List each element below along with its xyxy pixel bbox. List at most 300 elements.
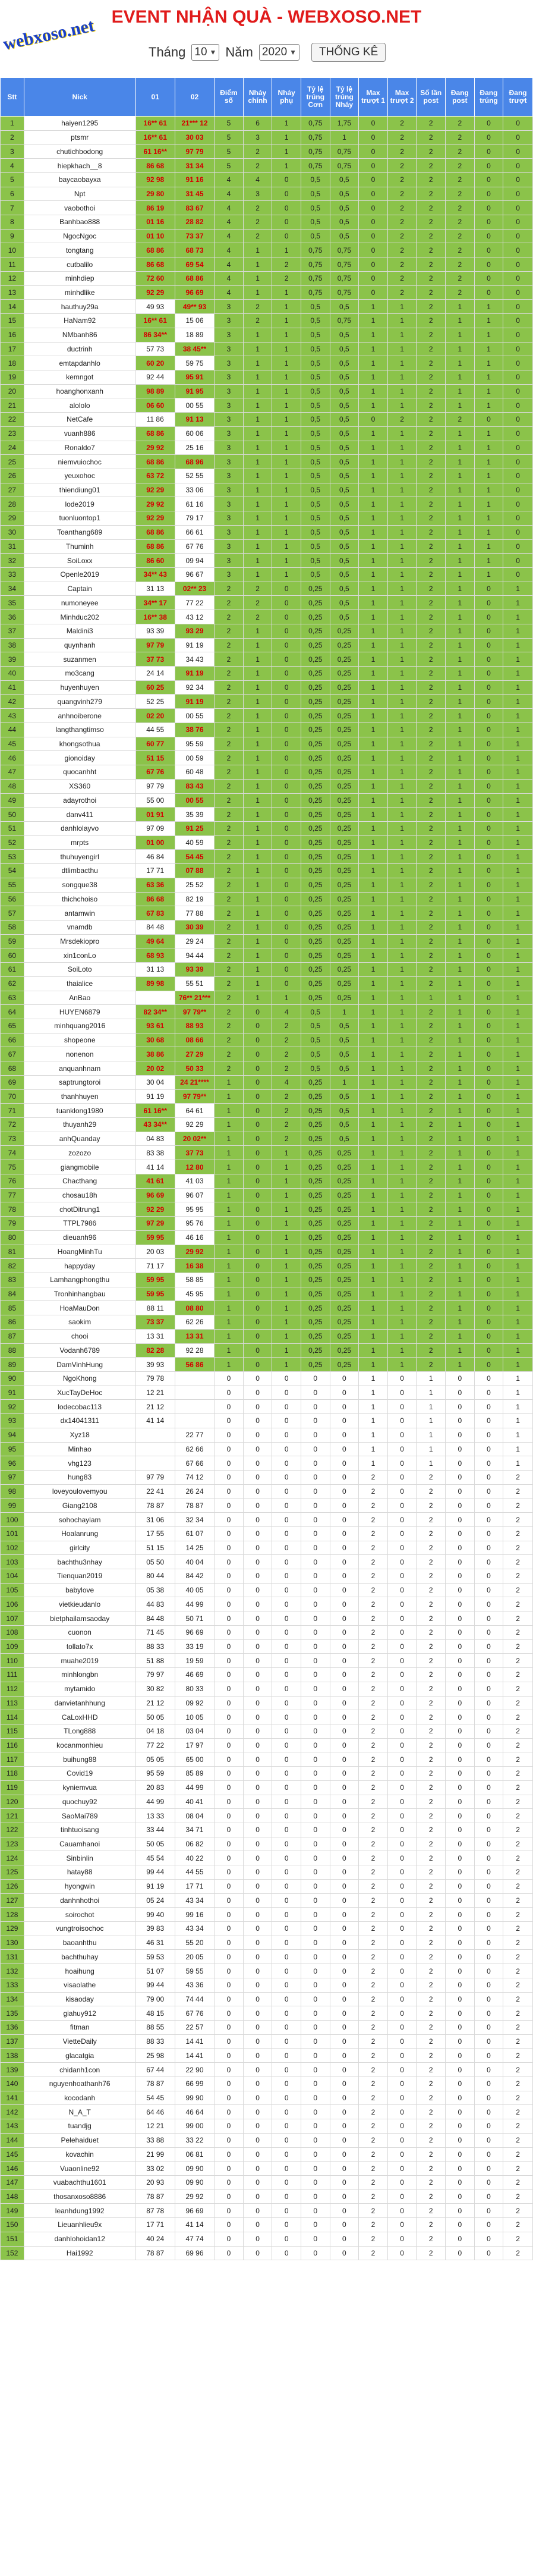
ratio-con-cell: 0,5: [301, 384, 330, 398]
column-header[interactable]: Đang trúng: [474, 78, 503, 117]
ratio-con-cell: 0,25: [301, 1287, 330, 1301]
nick-cell[interactable]: sohochaylam: [24, 1513, 135, 1527]
hitting-cell: 0: [474, 892, 503, 906]
nick-cell[interactable]: khongsothua: [24, 737, 135, 751]
nick-cell[interactable]: CaLoxHHD: [24, 1710, 135, 1724]
nick-cell[interactable]: antamwin: [24, 906, 135, 921]
nick-cell[interactable]: cutbalilo: [24, 257, 135, 272]
nick-cell[interactable]: lode2019: [24, 497, 135, 511]
nick-cell[interactable]: quochuy92: [24, 1795, 135, 1809]
hitting-cell: 0: [474, 1936, 503, 1950]
posting-cell: 0: [446, 1922, 475, 1936]
nick-cell[interactable]: TLong888: [24, 1724, 135, 1738]
nick-cell[interactable]: xin1conLo: [24, 948, 135, 963]
nick-cell[interactable]: chosau18h: [24, 1188, 135, 1202]
ratio-con-cell: 0,25: [301, 808, 330, 822]
table-row: [1, 554, 533, 568]
nick-cell[interactable]: emtapdanhlo: [24, 356, 135, 370]
nick-cell[interactable]: NgocNgoc: [24, 229, 135, 243]
nick-cell[interactable]: NMbanh86: [24, 328, 135, 342]
nick-cell[interactable]: hatay88: [24, 1865, 135, 1880]
nick-cell[interactable]: anhQuanday: [24, 1132, 135, 1146]
nick-cell[interactable]: buihung88: [24, 1752, 135, 1767]
nick-cell[interactable]: Captain: [24, 582, 135, 596]
posting-cell: 1: [446, 1033, 475, 1047]
table-row: [1, 2091, 533, 2105]
missing-cell: 1: [503, 821, 533, 835]
missing-cell: 1: [503, 892, 533, 906]
ratio-nhay-cell: 0,5: [330, 1033, 359, 1047]
nick-cell[interactable]: vnamdb: [24, 920, 135, 934]
nick-cell[interactable]: XucTayDeHoc: [24, 1386, 135, 1400]
nick-cell[interactable]: tuandjg: [24, 2119, 135, 2134]
table-row: [1, 680, 533, 695]
nick-cell[interactable]: dx14041311: [24, 1414, 135, 1428]
hitting-cell: 0: [474, 1132, 503, 1146]
row-number: 84: [1, 1287, 24, 1301]
ratio-con-cell: 0: [301, 1654, 330, 1668]
hitting-cell: 0: [474, 1795, 503, 1809]
table-row: [1, 413, 533, 427]
main-hits-cell: 1: [243, 398, 272, 413]
nick-cell[interactable]: hauthuy29a: [24, 300, 135, 314]
pick-01-cell: 45 54: [135, 1851, 175, 1865]
nick-cell[interactable]: babylove: [24, 1583, 135, 1597]
column-header[interactable]: Nick: [24, 78, 135, 117]
ratio-con-cell: 0: [301, 1879, 330, 1893]
nick-cell[interactable]: danhlolayvo: [24, 821, 135, 835]
nick-cell[interactable]: huyenhuyen: [24, 680, 135, 695]
nick-cell[interactable]: kisaoday: [24, 1992, 135, 2006]
nick-cell[interactable]: Lamhangphongthu: [24, 1273, 135, 1287]
hitting-cell: 0: [474, 652, 503, 667]
nick-cell[interactable]: minhdlike: [24, 285, 135, 300]
nick-cell[interactable]: girlcity: [24, 1541, 135, 1555]
main-hits-cell: 1: [243, 243, 272, 257]
nick-cell[interactable]: visaolathe: [24, 1978, 135, 1992]
pick-02-cell: 41 14: [175, 2218, 214, 2232]
missing-cell: 1: [503, 1132, 533, 1146]
ratio-con-cell: 0,25: [301, 920, 330, 934]
nick-cell[interactable]: Tronhinhangbau: [24, 1287, 135, 1301]
nick-cell[interactable]: Pelehaiduet: [24, 2133, 135, 2147]
nick-cell[interactable]: bachthu3nhay: [24, 1555, 135, 1569]
nick-cell[interactable]: bachthuhay: [24, 1950, 135, 1964]
nick-cell[interactable]: saptrungtoroi: [24, 1075, 135, 1089]
column-header[interactable]: Tỷ lệ trúng Cơn: [301, 78, 330, 117]
missing-cell: 2: [503, 2105, 533, 2119]
nick-cell[interactable]: hoaihung: [24, 1964, 135, 1978]
posting-cell: 1: [446, 356, 475, 370]
nick-cell[interactable]: Hoalanrung: [24, 1526, 135, 1541]
missing-cell: 2: [503, 2232, 533, 2246]
max-miss-1-cell: 1: [359, 1174, 388, 1188]
row-number: 4: [1, 159, 24, 173]
nick-cell[interactable]: HoaMauDon: [24, 1301, 135, 1315]
nick-cell[interactable]: kyniemvua: [24, 1780, 135, 1795]
max-miss-2-cell: 1: [387, 398, 417, 413]
pick-01-cell: 25 98: [135, 2049, 175, 2063]
side-hits-cell: 4: [272, 1075, 301, 1089]
site-logo[interactable]: webxoso.net: [1, 15, 96, 54]
row-number: 133: [1, 1978, 24, 1992]
max-miss-1-cell: 1: [359, 1132, 388, 1146]
max-miss-2-cell: 0: [387, 2175, 417, 2189]
nick-cell[interactable]: hiepkhach__8: [24, 159, 135, 173]
nick-cell[interactable]: HoangMinhTu: [24, 1245, 135, 1259]
ratio-con-cell: 0: [301, 2232, 330, 2246]
max-miss-2-cell: 1: [387, 1358, 417, 1372]
pick-02-cell: 26 24: [175, 1484, 214, 1499]
nick-cell[interactable]: thichchoiso: [24, 892, 135, 906]
posting-cell: 1: [446, 1104, 475, 1118]
score-cell: 0: [215, 1414, 244, 1428]
nick-cell[interactable]: DamVinhHung: [24, 1358, 135, 1372]
score-cell: 2: [215, 835, 244, 850]
post-count-cell: 2: [417, 709, 446, 723]
table-row: [1, 1047, 533, 1061]
post-count-cell: 2: [417, 1992, 446, 2006]
pick-01-cell: 04 83: [135, 1132, 175, 1146]
nick-cell[interactable]: Xyz18: [24, 1428, 135, 1442]
nick-cell[interactable]: NetCafe: [24, 413, 135, 427]
year-select[interactable]: [259, 44, 299, 61]
nick-cell[interactable]: Ronaldo7: [24, 441, 135, 455]
nick-cell[interactable]: N_A_T: [24, 2105, 135, 2119]
pick-02-cell: 68 86: [175, 271, 214, 285]
max-miss-2-cell: 1: [387, 455, 417, 469]
side-hits-cell: 0: [272, 850, 301, 864]
posting-cell: 1: [446, 920, 475, 934]
nick-cell[interactable]: cuonon: [24, 1625, 135, 1639]
posting-cell: 0: [446, 1682, 475, 1696]
nick-cell[interactable]: kovachin: [24, 2147, 135, 2162]
nick-cell[interactable]: chotDitrung1: [24, 1202, 135, 1217]
nick-cell[interactable]: vuabachthu1601: [24, 2175, 135, 2189]
nick-cell[interactable]: XS360: [24, 779, 135, 793]
main-hits-cell: 0: [243, 1343, 272, 1358]
posting-cell: 1: [446, 864, 475, 878]
nick-cell[interactable]: anhnoiberone: [24, 709, 135, 723]
post-count-cell: 2: [417, 130, 446, 144]
nick-cell[interactable]: langthangtimso: [24, 722, 135, 737]
nick-cell[interactable]: Minhao: [24, 1442, 135, 1456]
side-hits-cell: 2: [272, 1104, 301, 1118]
pick-02-cell: 93 39: [175, 963, 214, 977]
column-header[interactable]: Điểm số: [215, 78, 244, 117]
nick-cell[interactable]: Npt: [24, 187, 135, 201]
nick-cell[interactable]: Thuminh: [24, 539, 135, 554]
nick-cell[interactable]: thaialice: [24, 976, 135, 991]
nick-cell[interactable]: quocanhht: [24, 765, 135, 780]
nick-cell[interactable]: SoiLoto: [24, 963, 135, 977]
score-cell: 1: [215, 1174, 244, 1188]
score-cell: 1: [215, 1089, 244, 1104]
max-miss-1-cell: 1: [359, 1061, 388, 1076]
nick-cell[interactable]: haiyen1295: [24, 117, 135, 131]
ratio-con-cell: 0,5: [301, 554, 330, 568]
row-number: 47: [1, 765, 24, 780]
nick-cell[interactable]: Giang2108: [24, 1499, 135, 1513]
nick-cell[interactable]: kocodanh: [24, 2091, 135, 2105]
nick-cell[interactable]: Lieuanhlieu9x: [24, 2218, 135, 2232]
hitting-cell: 1: [474, 525, 503, 539]
nick-cell[interactable]: shopeone: [24, 1033, 135, 1047]
column-header[interactable]: Nháy phụ: [272, 78, 301, 117]
posting-cell: 0: [446, 1724, 475, 1738]
nick-cell[interactable]: TTPL7986: [24, 1217, 135, 1231]
nick-cell[interactable]: Openle2019: [24, 568, 135, 582]
nick-cell[interactable]: fitman: [24, 2021, 135, 2035]
nick-cell[interactable]: chidanh1con: [24, 2063, 135, 2077]
nick-cell[interactable]: zozozo: [24, 1146, 135, 1160]
nick-cell[interactable]: AnBao: [24, 991, 135, 1005]
nick-cell[interactable]: mrpts: [24, 835, 135, 850]
ratio-nhay-cell: 0,5: [330, 497, 359, 511]
row-number: 152: [1, 2246, 24, 2260]
main-hits-cell: 1: [243, 667, 272, 681]
max-miss-1-cell: 1: [359, 1428, 388, 1442]
column-header[interactable]: Đang trượt: [503, 78, 533, 117]
column-header[interactable]: Số lần post: [417, 78, 446, 117]
ratio-nhay-cell: 0: [330, 2091, 359, 2105]
nick-cell[interactable]: thuyanh29: [24, 1118, 135, 1132]
nick-cell[interactable]: soirochot: [24, 1908, 135, 1922]
nick-cell[interactable]: HUYEN6879: [24, 1005, 135, 1019]
pick-01-cell: 88 33: [135, 2034, 175, 2049]
ratio-nhay-cell: 0,25: [330, 1287, 359, 1301]
nick-cell[interactable]: danvietanhhung: [24, 1696, 135, 1710]
nick-cell[interactable]: Vuaonline92: [24, 2162, 135, 2176]
nick-cell[interactable]: Covid19: [24, 1767, 135, 1781]
nick-cell[interactable]: chooi: [24, 1329, 135, 1343]
missing-cell: 0: [503, 215, 533, 230]
nick-cell[interactable]: Cauamhanoi: [24, 1837, 135, 1851]
pick-01-cell: 63 72: [135, 469, 175, 483]
nick-cell[interactable]: ductrinh: [24, 342, 135, 356]
nick-cell[interactable]: nguyenhoathanh76: [24, 2076, 135, 2091]
score-cell: 4: [215, 229, 244, 243]
row-number: 127: [1, 1893, 24, 1908]
nick-cell[interactable]: bietphailamsaoday: [24, 1611, 135, 1626]
nick-cell[interactable]: gionoiday: [24, 751, 135, 765]
nick-cell[interactable]: saokim: [24, 1315, 135, 1330]
nick-cell[interactable]: Banhbao888: [24, 215, 135, 230]
missing-cell: 1: [503, 1005, 533, 1019]
nick-cell[interactable]: tuonluontop1: [24, 511, 135, 526]
nick-cell[interactable]: happyday: [24, 1259, 135, 1273]
pick-01-cell: 11 86: [135, 413, 175, 427]
row-number: 44: [1, 722, 24, 737]
main-hits-cell: 0: [243, 1400, 272, 1414]
nick-cell[interactable]: lodecobac113: [24, 1400, 135, 1414]
max-miss-1-cell: 1: [359, 808, 388, 822]
nick-cell[interactable]: danhlohoidan12: [24, 2232, 135, 2246]
nick-cell[interactable]: SaoMai789: [24, 1809, 135, 1823]
nick-cell[interactable]: Tienquan2019: [24, 1569, 135, 1584]
nick-cell[interactable]: chutichbodong: [24, 144, 135, 159]
ratio-con-cell: 0: [301, 1386, 330, 1400]
nick-cell[interactable]: Toanthang689: [24, 525, 135, 539]
nick-cell[interactable]: hoanghonxanh: [24, 384, 135, 398]
max-miss-2-cell: 1: [387, 554, 417, 568]
nick-cell[interactable]: HaNam92: [24, 314, 135, 328]
nick-cell[interactable]: thosanxoso8886: [24, 2189, 135, 2204]
nick-cell[interactable]: Hai1992: [24, 2246, 135, 2260]
hitting-cell: 0: [474, 1188, 503, 1202]
nick-cell[interactable]: yeuxohoc: [24, 469, 135, 483]
main-hits-cell: 0: [243, 2049, 272, 2063]
table-row: [1, 117, 533, 131]
nick-cell[interactable]: leanhdung1992: [24, 2204, 135, 2218]
pick-01-cell: 04 18: [135, 1724, 175, 1738]
max-miss-1-cell: 2: [359, 1654, 388, 1668]
max-miss-2-cell: 0: [387, 2147, 417, 2162]
nick-cell[interactable]: vhg123: [24, 1456, 135, 1471]
nick-cell[interactable]: hung83: [24, 1471, 135, 1485]
nick-cell[interactable]: kemngot: [24, 370, 135, 384]
score-cell: 0: [215, 1696, 244, 1710]
nick-cell[interactable]: tuanklong1980: [24, 1104, 135, 1118]
table-row: [1, 426, 533, 441]
nick-cell[interactable]: songque38: [24, 878, 135, 892]
hitting-cell: 1: [474, 455, 503, 469]
column-header[interactable]: Tỷ lệ trúng Nháy: [330, 78, 359, 117]
column-header[interactable]: Stt: [1, 78, 24, 117]
month-select[interactable]: [191, 44, 219, 61]
nick-cell[interactable]: NgoKhong: [24, 1371, 135, 1386]
nick-cell[interactable]: danv411: [24, 808, 135, 822]
nick-cell[interactable]: Vodanh6789: [24, 1343, 135, 1358]
column-header[interactable]: 01: [135, 78, 175, 117]
side-hits-cell: 0: [272, 2189, 301, 2204]
nick-cell[interactable]: thuhuyengirl: [24, 850, 135, 864]
max-miss-2-cell: 1: [387, 1259, 417, 1273]
post-count-cell: 2: [417, 1795, 446, 1809]
post-count-cell: 2: [417, 1865, 446, 1880]
nick-cell[interactable]: hyongwin: [24, 1879, 135, 1893]
nick-cell[interactable]: giahuy912: [24, 2006, 135, 2021]
main-hits-cell: 0: [243, 2021, 272, 2035]
missing-cell: 0: [503, 384, 533, 398]
nick-cell[interactable]: alololo: [24, 398, 135, 413]
nick-cell[interactable]: muahe2019: [24, 1654, 135, 1668]
nick-cell[interactable]: baoanhthu: [24, 1936, 135, 1950]
nick-cell[interactable]: minhlongbn: [24, 1668, 135, 1682]
column-header[interactable]: Đang post: [446, 78, 475, 117]
nick-cell[interactable]: VietteDaily: [24, 2034, 135, 2049]
nick-cell[interactable]: mytamido: [24, 1682, 135, 1696]
hitting-cell: 0: [474, 1217, 503, 1231]
score-cell: 1: [215, 1132, 244, 1146]
nick-cell[interactable]: loveyoulovemyou: [24, 1484, 135, 1499]
missing-cell: 2: [503, 1526, 533, 1541]
nick-cell[interactable]: Maldini3: [24, 624, 135, 638]
score-cell: 1: [215, 1301, 244, 1315]
nick-cell[interactable]: suzanmen: [24, 652, 135, 667]
column-header[interactable]: Nháy chính: [243, 78, 272, 117]
nick-cell[interactable]: numoneyee: [24, 596, 135, 610]
pick-02-cell: 30 03: [175, 130, 214, 144]
nick-cell[interactable]: Mrsdekiopro: [24, 934, 135, 948]
score-cell: 4: [215, 285, 244, 300]
nick-cell[interactable]: thiendiung01: [24, 483, 135, 497]
row-number: 39: [1, 652, 24, 667]
nick-cell[interactable]: thanhhuyen: [24, 1089, 135, 1104]
column-header[interactable]: Max trượt 1: [359, 78, 388, 117]
missing-cell: 1: [503, 596, 533, 610]
nick-cell[interactable]: vungtroisochoc: [24, 1922, 135, 1936]
nick-cell[interactable]: dieuanh96: [24, 1230, 135, 1245]
nick-cell[interactable]: kocanmonhieu: [24, 1738, 135, 1752]
side-hits-cell: 1: [272, 1202, 301, 1217]
statistics-button[interactable]: THỐNG KÊ: [311, 43, 386, 62]
nick-cell[interactable]: adayrothoi: [24, 793, 135, 808]
nick-cell[interactable]: quynhanh: [24, 638, 135, 652]
main-hits-cell: 3: [243, 187, 272, 201]
ratio-con-cell: 0,5: [301, 314, 330, 328]
ratio-nhay-cell: 0: [330, 1668, 359, 1682]
nick-cell[interactable]: ptsmr: [24, 130, 135, 144]
max-miss-2-cell: 1: [387, 779, 417, 793]
nick-cell[interactable]: minhdiep: [24, 271, 135, 285]
pick-02-cell: 92 29: [175, 1118, 214, 1132]
row-number: 148: [1, 2189, 24, 2204]
nick-cell[interactable]: mo3cang: [24, 667, 135, 681]
missing-cell: 0: [503, 539, 533, 554]
ratio-nhay-cell: 0: [330, 1724, 359, 1738]
nick-cell[interactable]: dtlimbacthu: [24, 864, 135, 878]
ratio-con-cell: 0: [301, 1625, 330, 1639]
nick-cell[interactable]: nonenon: [24, 1047, 135, 1061]
column-header[interactable]: 02: [175, 78, 214, 117]
max-miss-2-cell: 1: [387, 835, 417, 850]
nick-cell[interactable]: minhquang2016: [24, 1019, 135, 1033]
column-header[interactable]: Max trượt 2: [387, 78, 417, 117]
nick-cell[interactable]: quangvinh279: [24, 695, 135, 709]
nick-cell[interactable]: Minhduc202: [24, 610, 135, 624]
posting-cell: 0: [446, 1823, 475, 1837]
nick-cell[interactable]: tollato7x: [24, 1639, 135, 1654]
missing-cell: 1: [503, 680, 533, 695]
nick-cell[interactable]: vietkieudanlo: [24, 1597, 135, 1611]
nick-cell[interactable]: niemvuiochoc: [24, 455, 135, 469]
nick-cell[interactable]: SoiLoxx: [24, 554, 135, 568]
missing-cell: 2: [503, 1767, 533, 1781]
nick-cell[interactable]: glacatgia: [24, 2049, 135, 2063]
nick-cell[interactable]: baycaobayxa: [24, 172, 135, 187]
main-hits-cell: 0: [243, 1569, 272, 1584]
nick-cell[interactable]: tinhtuoisang: [24, 1823, 135, 1837]
nick-cell[interactable]: anquanhnam: [24, 1061, 135, 1076]
nick-cell[interactable]: tongtang: [24, 243, 135, 257]
pick-01-cell: 29 92: [135, 497, 175, 511]
score-cell: 2: [215, 920, 244, 934]
side-hits-cell: 0: [272, 751, 301, 765]
nick-cell[interactable]: vaobothoi: [24, 201, 135, 215]
nick-cell[interactable]: giangmobile: [24, 1160, 135, 1174]
ratio-nhay-cell: 0,5: [330, 1118, 359, 1132]
nick-cell[interactable]: Chacthang: [24, 1174, 135, 1188]
nick-cell[interactable]: danhnhothoi: [24, 1893, 135, 1908]
hitting-cell: 0: [474, 1245, 503, 1259]
ratio-nhay-cell: 0,25: [330, 878, 359, 892]
ratio-nhay-cell: 0,5: [330, 1019, 359, 1033]
pick-01-cell: 64 46: [135, 2105, 175, 2119]
nick-cell[interactable]: Sinbinlin: [24, 1851, 135, 1865]
pick-01-cell: 44 99: [135, 1795, 175, 1809]
nick-cell[interactable]: vuanh886: [24, 426, 135, 441]
